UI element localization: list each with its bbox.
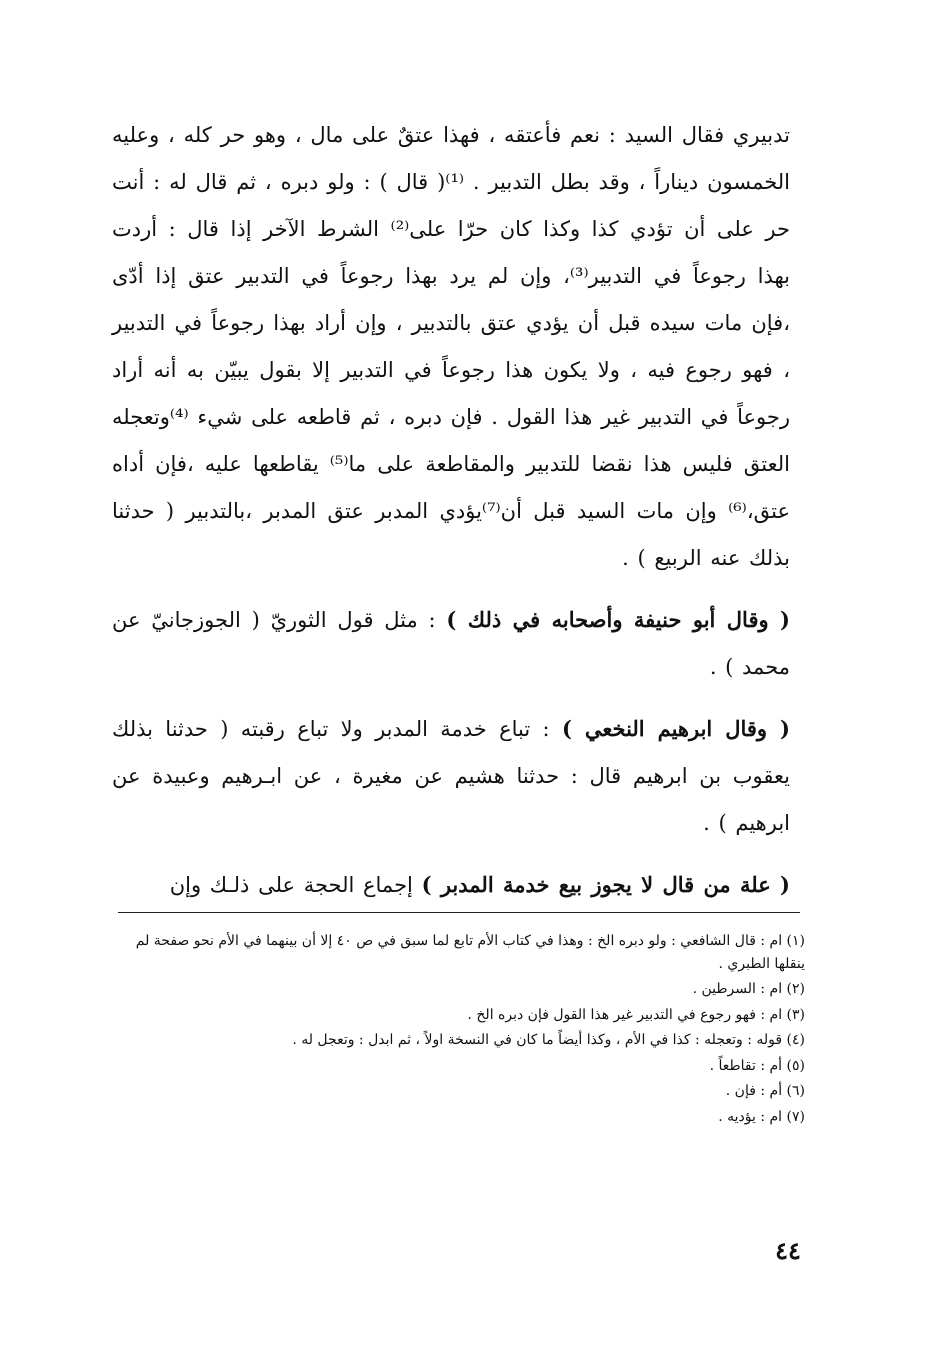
footnote-7: (٧) ام : يؤديه . xyxy=(718,1108,805,1125)
footnote-5: (٥) أم : تقاطعاً . xyxy=(709,1057,805,1074)
paragraph-2 xyxy=(112,596,790,691)
paragraph-3-heading: ( وقال ابرهيم النخعي ) xyxy=(561,716,790,741)
footnote-4: (٤) قوله : وتعجله : كذا في الأم ، وكذا أيضاً ما كان في النسخة اولاً ، ثم ابدل : وتعجل له . xyxy=(292,1032,805,1048)
footnote-3: (٣) ام : فهو رجوع في التدبير غير هذا القول فإن دبره الخ . xyxy=(467,1006,805,1023)
footnote-6: (٦) أم : فإن . xyxy=(725,1083,805,1099)
footnote-1: (١) ام : قال الشافعي : ولو دبره الخ : وهذا في كتاب الأم تابع لما سبق في ص ٤٠ إلا أن بينهما في الأم نحو صفحة لم ينقلها الطبري . xyxy=(135,933,805,972)
page-number: ٤٤ xyxy=(775,1236,801,1265)
paragraph-1-text: تدبيري فقال السيد : نعم فأعتقه ، فهذا عتقٌ على مال ، وهو حر كله ، وعليه الخمسون ديناراً ، وقد بطل التدبير . ⁽¹⁾( قال ) : ولو دبره ، ثم قال له : أنت حر على أن تؤدي كذا وكذا كان حرّا على⁽²⁾ الشرط الآخر إذا قال : أردت بهذا رجوعاً في التدبير⁽³⁾، وإن لم يرد بهذا رجوعاً في التدبير عتق إذا أدّى ،فإن مات سيده قبل أن يؤدي عتق بالتدبير ، وإن أراد بهذا رجوعاً في التدبير ، فهو رجوع فيه ، ولا يكون هذا رجوعاً في التدبير إلا بقول يبيّن به أنه أراد رجوعاً في التدبير غير هذا القول . فإن دبره ، ثم قاطعه على شيء ⁽⁴⁾وتعجله العتق فليس هذا نقضا للتدبير والمقاطعة على ما⁽⁵⁾ يقاطعها عليه ،فإن أداه عتق،⁽⁶⁾ وإن مات السيد قبل أن⁽⁷⁾يؤدي المدبر عتق المدبر ،بالتدبير ( حدثنا بذلك عنه الربيع ) . xyxy=(112,123,790,570)
paragraph-4-text: إجماع الحجة على ذلـك وإن xyxy=(169,873,422,897)
paragraph-3-text: : تباع خدمة المدبر ولا تباع رقبته ( حدثنا بذلك يعقوب بن ابرهيم قال : حدثنا هشيم عن مغيرة ، عن ابـرهيم وعبيدة عن ابرهيم ) . xyxy=(112,717,790,835)
paragraph-2-heading: ( وقال أبو حنيفة وأصحابه في ذلك ) xyxy=(446,607,790,632)
footnote-divider xyxy=(118,912,800,913)
paragraph-4-heading: ( علة من قال لا يجوز بيع خدمة المدبر ) xyxy=(421,872,790,897)
footnote-2: (٢) ام : السرطين . xyxy=(692,981,805,997)
paragraph-4 xyxy=(112,861,790,909)
main-text-body xyxy=(112,112,790,909)
paragraph-1 xyxy=(112,112,790,582)
footnotes xyxy=(110,930,805,1131)
paragraph-2-text: : مثل قول الثوريّ ( الجوزجانيّ عن محمد ) . xyxy=(112,608,790,679)
paragraph-3 xyxy=(112,705,790,847)
